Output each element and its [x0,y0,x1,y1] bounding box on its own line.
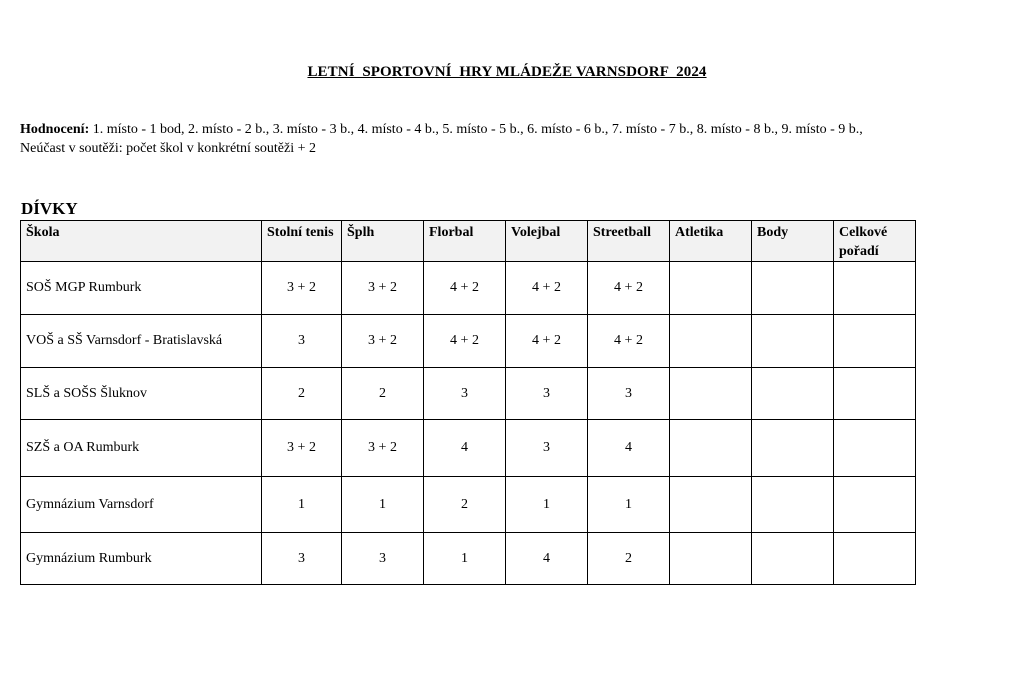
table-header-row [21,221,916,262]
score-cell: 2 [424,477,506,533]
score-cell [834,368,916,420]
score-cell: 3 [506,420,588,477]
header-points: Body [752,221,834,262]
score-cell: 2 [262,368,342,420]
score-cell: 3 [342,533,424,585]
score-cell: 2 [588,533,670,585]
school-name: SLŠ a SOŠS Šluknov [21,368,262,420]
score-cell: 1 [342,477,424,533]
score-cell [834,477,916,533]
rating-line-1 [20,120,1000,139]
score-cell: 3 + 2 [342,315,424,368]
table-body [21,262,916,585]
header-rope-climb: Šplh [342,221,424,262]
score-cell: 1 [588,477,670,533]
score-cell: 4 + 2 [588,315,670,368]
score-cell: 1 [424,533,506,585]
score-cell: 4 [506,533,588,585]
score-cell: 4 + 2 [424,262,506,315]
table-row [21,262,916,315]
score-cell: 4 [424,420,506,477]
score-cell [752,368,834,420]
school-name: SOŠ MGP Rumburk [21,262,262,315]
score-cell: 2 [342,368,424,420]
header-overall-rank: Celkové pořadí [834,221,916,262]
rating-text: 1. místo - 1 bod, 2. místo - 2 b., 3. místo - 3 b., 4. místo - 4 b., 5. místo - 5 b., 6. místo - 6 b., 7. místo - 7 b., 8. místo - 8 b., 9. místo - 9 b., [89,122,863,137]
score-cell: 1 [506,477,588,533]
school-name: VOŠ a SŠ Varnsdorf - Bratislavská [21,315,262,368]
rating-label: Hodnocení: [20,122,90,137]
score-cell: 4 + 2 [506,262,588,315]
rating-rules [20,120,1000,158]
school-name: Gymnázium Rumburk [21,533,262,585]
score-cell: 3 [262,533,342,585]
section-title: DÍVKY [21,199,78,218]
score-cell [752,477,834,533]
score-cell: 3 + 2 [262,420,342,477]
table-row [21,315,916,368]
school-name: SZŠ a OA Rumburk [21,420,262,477]
header-floorball: Florbal [424,221,506,262]
score-cell [670,315,752,368]
score-cell: 4 + 2 [506,315,588,368]
header-volleyball: Volejbal [506,221,588,262]
score-cell [670,368,752,420]
score-cell [834,315,916,368]
score-cell [670,477,752,533]
score-cell: 3 + 2 [342,262,424,315]
table-row [21,533,916,585]
table-row [21,368,916,420]
score-cell: 3 + 2 [262,262,342,315]
score-cell [834,420,916,477]
score-cell: 3 [424,368,506,420]
score-cell [752,533,834,585]
table-row [21,420,916,477]
score-cell: 3 + 2 [342,420,424,477]
score-cell: 1 [262,477,342,533]
score-cell [834,262,916,315]
score-cell [752,315,834,368]
score-cell [752,420,834,477]
score-cell: 3 [506,368,588,420]
header-school: Škola [21,221,262,262]
results-table [20,220,916,585]
score-cell [670,262,752,315]
header-streetball: Streetball [588,221,670,262]
score-cell [834,533,916,585]
score-cell [752,262,834,315]
score-cell: 3 [588,368,670,420]
score-cell [670,533,752,585]
score-cell: 4 + 2 [424,315,506,368]
score-cell [670,420,752,477]
table-row [21,477,916,533]
school-name: Gymnázium Varnsdorf [21,477,262,533]
header-table-tennis: Stolní tenis [262,221,342,262]
absence-rule: Neúčast v soutěži: počet škol v konkrétní soutěži + 2 [20,141,316,156]
score-cell: 4 [588,420,670,477]
document-title: LETNÍ SPORTOVNÍ HRY MLÁDEŽE VARNSDORF 2024 [307,64,707,80]
score-cell: 4 + 2 [588,262,670,315]
header-athletics: Atletika [670,221,752,262]
score-cell: 3 [262,315,342,368]
